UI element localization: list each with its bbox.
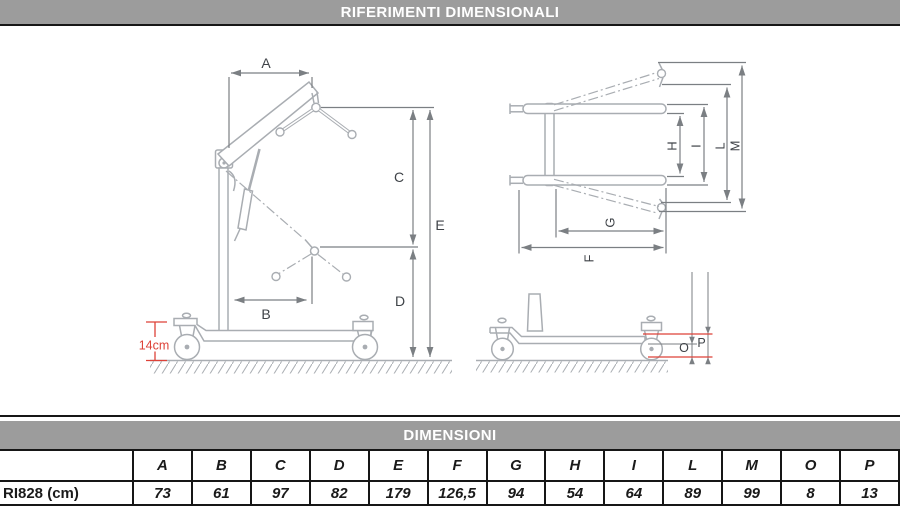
corner-cell — [0, 451, 133, 481]
value-L: 89 — [663, 481, 722, 505]
label-B: B — [261, 306, 271, 322]
label-L: L — [712, 142, 728, 150]
dimension-lines — [229, 63, 746, 365]
label-O: O — [679, 341, 689, 355]
value-F: 126,5 — [428, 481, 487, 505]
value-D: 82 — [310, 481, 369, 505]
page-title: RIFERIMENTI DIMENSIONALI — [340, 3, 560, 21]
col-A: A — [133, 451, 192, 481]
label-G: G — [602, 217, 618, 228]
label-E: E — [435, 217, 445, 233]
label-M: M — [727, 140, 743, 152]
col-H: H — [545, 451, 604, 481]
col-E: E — [369, 451, 428, 481]
col-D: D — [310, 451, 369, 481]
base-top-view — [510, 63, 666, 219]
col-M: M — [722, 451, 781, 481]
col-I: I — [604, 451, 663, 481]
label-I: I — [688, 144, 704, 148]
label-A: A — [261, 55, 271, 71]
value-A: 73 — [133, 481, 192, 505]
label-P: P — [697, 336, 706, 350]
col-C: C — [251, 451, 310, 481]
table-values-row — [0, 481, 899, 505]
col-G: G — [487, 451, 546, 481]
ground-hatching — [150, 361, 668, 374]
col-B: B — [192, 451, 251, 481]
model-row-header: RI828 (cm) — [0, 481, 133, 505]
base-side-view — [490, 294, 662, 360]
dimensions-table — [0, 451, 900, 506]
value-O: 8 — [781, 481, 840, 505]
dimensional-diagrams — [0, 30, 900, 415]
col-O: O — [781, 451, 840, 481]
page-title-bar — [0, 0, 900, 26]
value-E: 179 — [369, 481, 428, 505]
label-D: D — [394, 293, 406, 309]
table-title-bar — [0, 421, 900, 451]
lift-side-view — [174, 82, 378, 360]
value-M: 99 — [722, 481, 781, 505]
col-L: L — [663, 451, 722, 481]
value-G: 94 — [487, 481, 546, 505]
label-H: H — [664, 141, 680, 151]
value-C: 97 — [251, 481, 310, 505]
value-H: 54 — [545, 481, 604, 505]
dimension-labels — [261, 55, 742, 355]
value-B: 61 — [192, 481, 251, 505]
clearance-label: 14cm — [138, 338, 170, 353]
table-title: DIMENSIONI — [403, 426, 497, 444]
col-F: F — [428, 451, 487, 481]
label-C: C — [393, 169, 405, 185]
value-I: 64 — [604, 481, 663, 505]
col-P: P — [840, 451, 899, 481]
value-P: 13 — [840, 481, 899, 505]
patient-lift-drawing — [0, 30, 900, 415]
table-header-row — [0, 451, 899, 481]
label-F: F — [581, 254, 597, 263]
